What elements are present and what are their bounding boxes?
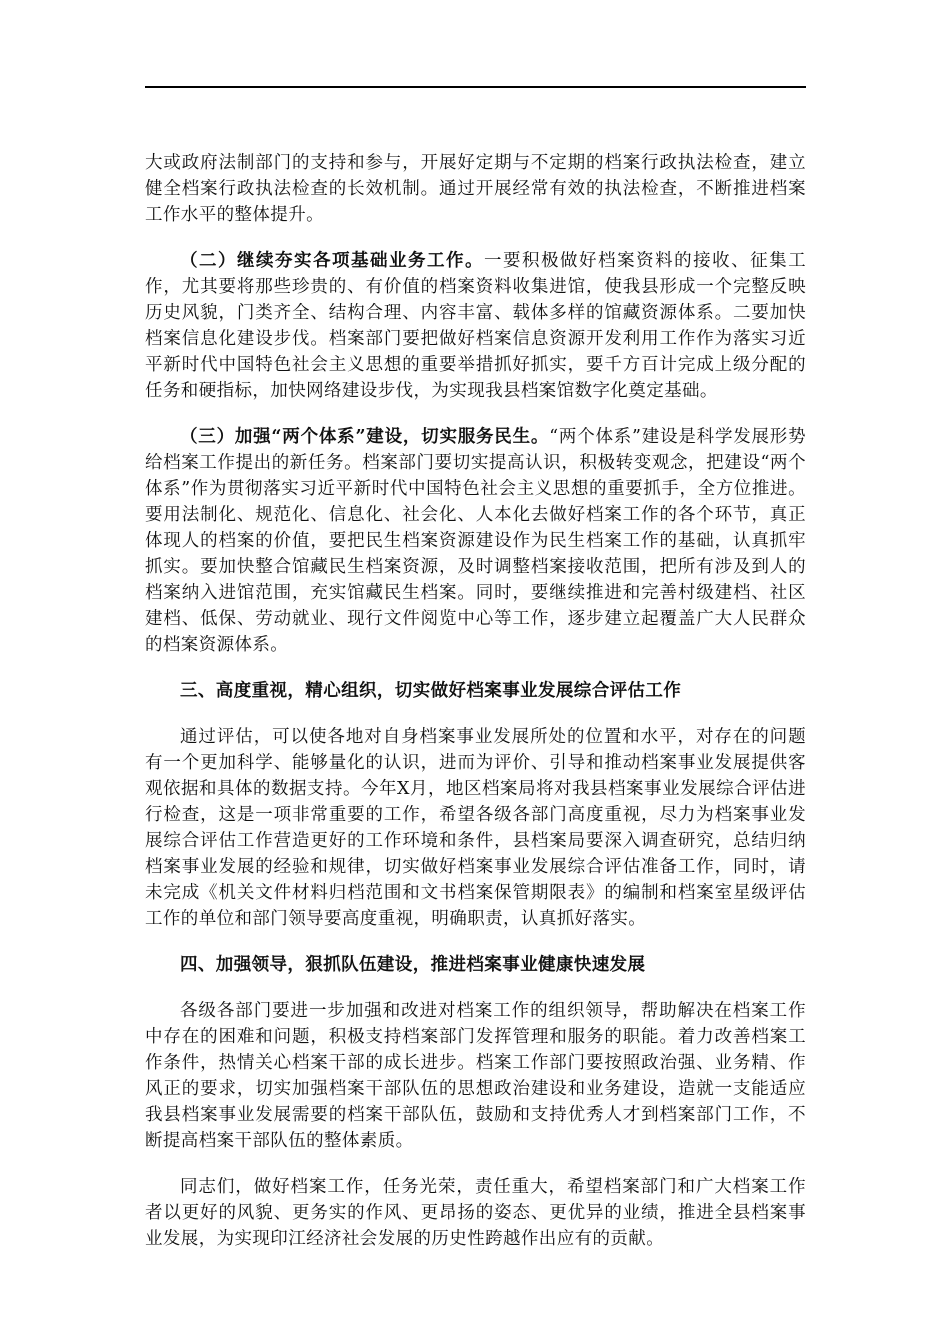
paragraph-closing: 同志们，做好档案工作，任务光荣，责任重大，希望档案部门和广大档案工作者以更好的风貌、更务实的作风、更昂扬的姿态、更优异的业绩，推进全县档案事业发展，为实现印江经济社会发展的历史性跨越作出应有的贡献。	[145, 1177, 806, 1249]
subheading-two-systems: （三）加强“两个体系”建设，切实服务民生。	[180, 427, 550, 447]
subheading-basic-work: （二）继续夯实各项基础业务工作。	[180, 251, 485, 271]
section-heading-4: 四、加强领导，狠抓队伍建设，推进档案事业健康快速发展	[180, 955, 646, 975]
paragraph-two-systems-text: “两个体系”建设是科学发展形势给档案工作提出的新任务。档案部门要切实提高认识，积极转变观念，把建设“两个体系”作为贯彻落实习近平新时代中国特色社会主义思想的重要抓手，全方位推进。要用法制化、规范化、信息化、社会化、人本化去做好档案工作的各个环节，真正体现人的档案的价值，要把民生档案资源建设作为民生档案工作的基础，认真抓牢抓实。要加快整合馆藏民生档案资源，及时调整档案接收范围，把所有涉及到人的档案纳入进馆范围，充实馆藏民生档案。同时，要继续推进和完善村级建档、社区建档、低保、劳动就业、现行文件阅览中心等工作，逐步建立起覆盖广大人民群众的档案资源体系。	[145, 427, 806, 655]
paragraph-evaluation: 通过评估，可以使各地对自身档案事业发展所处的位置和水平，对存在的问题有一个更加科学、能够量化的认识，进而为评价、引导和推动档案事业发展提供客观依据和具体的数据支持。今年X月，地区档案局将对我县档案事业发展综合评估进行检查，这是一项非常重要的工作，希望各级各部门高度重视，尽力为档案事业发展综合评估工作营造更好的工作环境和条件，县档案局要深入调查研究，总结归纳档案事业发展的经验和规律，切实做好档案事业发展综合评估准备工作，同时，请未完成《机关文件材料归档范围和文书档案保管期限表》的编制和档案室星级评估工作的单位和部门领导要高度重视，明确职责，认真抓好落实。	[145, 727, 806, 929]
paragraph-two-systems	[145, 424, 806, 658]
paragraph-basic-work-text: 一要积极做好档案资料的接收、征集工作，尤其要将那些珍贵的、有价值的档案资料收集进馆，使我县形成一个完整反映历史风貌，门类齐全、结构合理、内容丰富、载体多样的馆藏资源体系。二要加快档案信息化建设步伐。档案部门要把做好档案信息资源开发利用工作作为落实习近平新时代中国特色社会主义思想的重要举措抓好抓实，要千方百计完成上级分配的任务和硬指标，加快网络建设步伐，为实现我县档案馆数字化奠定基础。	[145, 251, 806, 401]
paragraph-enforcement	[145, 150, 806, 228]
paragraph-basic-work	[145, 248, 806, 404]
paragraph-leadership: 各级各部门要进一步加强和改进对档案工作的组织领导，帮助解决在档案工作中存在的困难和问题，积极支持档案部门发挥管理和服务的职能。着力改善档案工作条件，热情关心档案干部的成长进步。档案工作部门要按照政治强、业务精、作风正的要求，切实加强档案干部队伍的思想政治建设和业务建设，造就一支能适应我县档案事业发展需要的档案干部队伍，鼓励和支持优秀人才到档案部门工作，不断提高档案干部队伍的整体素质。	[145, 1001, 806, 1151]
paragraph-enforcement-text: 大或政府法制部门的支持和参与，开展好定期与不定期的档案行政执法检查，建立健全档案行政执法检查的长效机制。通过开展经常有效的执法检查，不断推进档案工作水平的整体提升。	[145, 153, 806, 225]
document-body	[145, 150, 806, 1252]
header-rule	[145, 86, 806, 88]
section-heading-3: 三、高度重视，精心组织，切实做好档案事业发展综合评估工作	[180, 681, 682, 701]
